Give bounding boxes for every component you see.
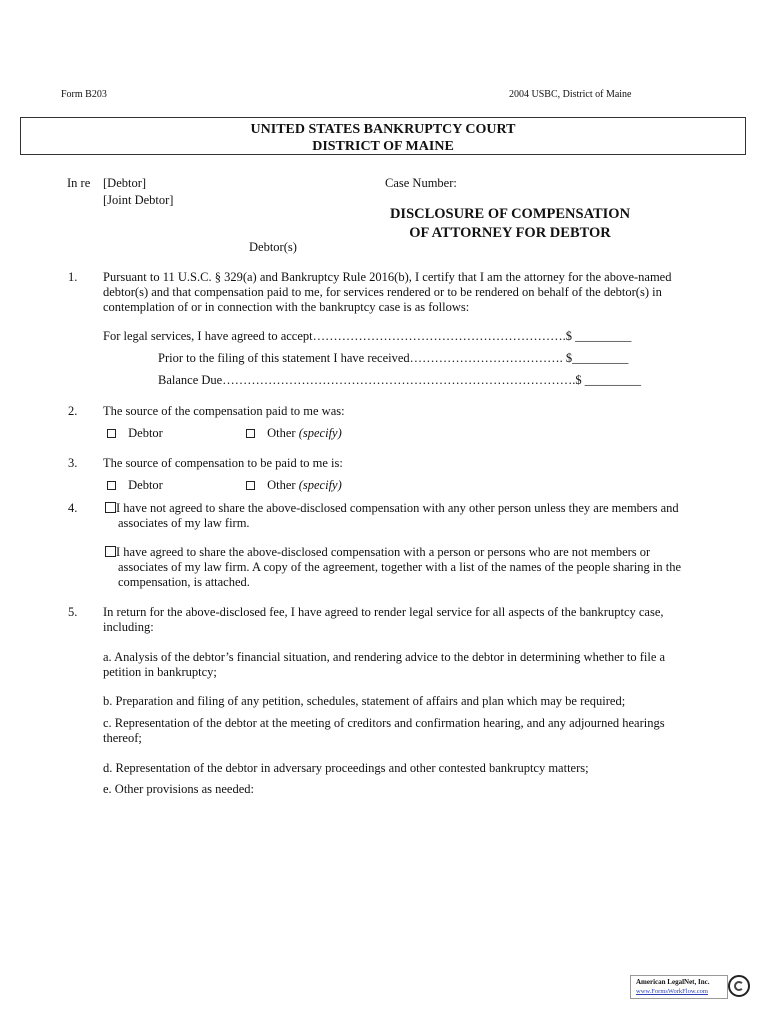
item2-specify-label: (specify) xyxy=(298,426,342,440)
checkbox[interactable] xyxy=(246,429,255,438)
in-re-label: In re xyxy=(67,176,91,190)
form-title-line2: OF ATTORNEY FOR DEBTOR xyxy=(409,225,611,241)
item5-line2: including: xyxy=(103,620,154,634)
item3-other-label: Other xyxy=(267,478,296,492)
item5-number: 5. xyxy=(68,605,78,619)
checkbox[interactable] xyxy=(105,546,116,557)
item5-a-line1: a. Analysis of the debtor’s financial situation, and rendering advice to the debtor in determining whether to file a xyxy=(103,650,666,664)
item3-specify-label: (specify) xyxy=(298,478,342,492)
item4-number: 4. xyxy=(68,501,78,515)
item1-line1: Pursuant to 11 U.S.C. § 329(a) and Bankruptcy Rule 2016(b), I certify that I am the attorney for the above-named xyxy=(103,270,672,284)
checkbox[interactable] xyxy=(107,429,116,438)
checkbox[interactable] xyxy=(105,502,116,513)
item5-b: b. Preparation and filing of any petition, schedules, statement of affairs and plan which may be required; xyxy=(103,694,626,708)
item2-text: The source of the compensation paid to me was: xyxy=(103,404,345,418)
item2-debtor-label: Debtor xyxy=(128,426,163,440)
item4-optB-line3: compensation, is attached. xyxy=(118,575,250,589)
item2-debtor-option[interactable] xyxy=(107,426,163,441)
item4-option-not-shared[interactable] xyxy=(105,501,679,516)
seal-icon xyxy=(728,975,750,997)
debtors-label: Debtor(s) xyxy=(249,240,297,254)
court-district: DISTRICT OF MAINE xyxy=(312,139,454,154)
balance-due-amount-line[interactable]: Balance Due………………………………………………………………………….$ _________ xyxy=(158,373,641,387)
item5-c-line2: thereof; xyxy=(103,731,142,745)
item1-line3: contemplation of or in connection with the bankruptcy case is as follows: xyxy=(103,300,470,314)
publisher-logo xyxy=(630,975,752,1001)
item4-optB-line1: I have agreed to share the above-disclosed compensation with a person or persons who are not members or xyxy=(116,545,651,559)
item3-other-option[interactable] xyxy=(246,478,342,493)
debtor-field[interactable]: [Debtor] xyxy=(103,176,147,190)
court-heading xyxy=(20,117,746,155)
publisher-name: American LegalNet, Inc. xyxy=(636,978,710,986)
checkbox[interactable] xyxy=(246,481,255,490)
form-id: Form B203 xyxy=(61,89,107,100)
item3-text: The source of compensation to be paid to me is: xyxy=(103,456,343,470)
item5-a-line2: petition in bankruptcy; xyxy=(103,665,217,679)
legal-services-amount-line[interactable]: For legal services, I have agreed to accept…………………………………………………….$ _________ xyxy=(103,329,632,343)
form-title xyxy=(372,205,648,243)
item4-option-shared[interactable] xyxy=(105,545,650,560)
joint-debtor-field[interactable]: [Joint Debtor] xyxy=(103,193,174,207)
item5-d: d. Representation of the debtor in adversary proceedings and other contested bankruptcy matters; xyxy=(103,761,589,775)
item2-other-option[interactable] xyxy=(246,426,342,441)
item3-number: 3. xyxy=(68,456,78,470)
form-version: 2004 USBC, District of Maine xyxy=(509,89,632,100)
item1-line2: debtor(s) and that compensation paid to me, for services rendered or to be rendered on behalf of the debtor(s) in xyxy=(103,285,662,299)
item4-optB-line2: associates of my law firm. A copy of the agreement, together with a list of the names of the people sharing in the xyxy=(118,560,682,574)
item2-other-label: Other xyxy=(267,426,296,440)
prior-received-amount-line[interactable]: Prior to the filing of this statement I have received………………………………. $_________ xyxy=(158,351,629,365)
court-name: UNITED STATES BANKRUPTCY COURT xyxy=(250,122,516,137)
item4-optA-line1: I have not agreed to share the above-disclosed compensation with any other person unless they are members and xyxy=(116,501,679,515)
item5-e[interactable]: e. Other provisions as needed: xyxy=(103,782,255,796)
item5-c-line1: c. Representation of the debtor at the meeting of creditors and confirmation hearing, and any adjourned hearings xyxy=(103,716,665,730)
item5-line1: In return for the above-disclosed fee, I have agreed to render legal service for all aspects of the bankruptcy case, xyxy=(103,605,664,619)
case-number-label[interactable]: Case Number: xyxy=(385,176,457,190)
item3-debtor-label: Debtor xyxy=(128,478,163,492)
item1-number: 1. xyxy=(68,270,78,284)
item2-number: 2. xyxy=(68,404,78,418)
item4-optA-line2: associates of my law firm. xyxy=(118,516,250,530)
item3-debtor-option[interactable] xyxy=(107,478,163,493)
checkbox[interactable] xyxy=(107,481,116,490)
form-title-line1: DISCLOSURE OF COMPENSATION xyxy=(389,206,631,222)
publisher-link[interactable]: www.FormsWorkFlow.com xyxy=(636,988,708,995)
